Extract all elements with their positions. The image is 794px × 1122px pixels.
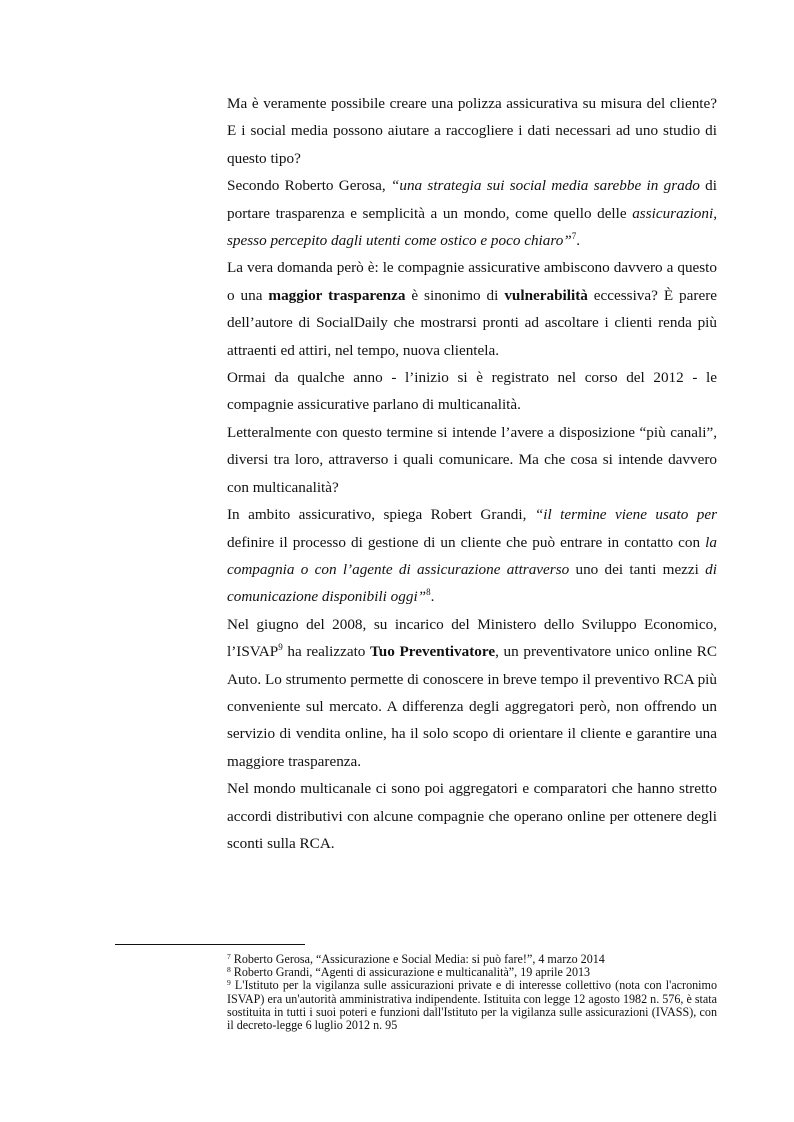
text-run: In ambito assicurativo, spiega Robert Grandi,	[227, 506, 535, 524]
text-run: .	[430, 588, 435, 606]
footnote-ref: 7	[571, 231, 577, 242]
footnotes	[227, 953, 717, 1032]
text-run: La vera domanda però è: le compagnie assicurative ambiscono davvero a questo o una	[227, 259, 717, 304]
paragraph	[227, 775, 717, 857]
paragraph	[227, 611, 717, 775]
paragraph	[227, 419, 717, 501]
paragraph	[227, 364, 717, 419]
text-run: di portare trasparenza e semplicità a un mondo, come quello delle	[227, 177, 717, 222]
footnote	[227, 979, 717, 1032]
text-run: Roberto Gerosa, “Assicurazione e Social Media: si può fare!”, 4 marzo 2014	[230, 952, 605, 966]
paragraph	[227, 501, 717, 611]
text-run: eccessiva? È parere dell’autore di SocialDaily che mostrarsi pronti ad ascoltare i clienti renda più attraenti ed attiri, nel tempo, nuova clientela.	[227, 286, 717, 359]
text-run: Roberto Grandi, “Agenti di assicurazione e multicanalità”, 19 aprile 2013	[230, 965, 591, 980]
bold-text: vulnerabilità	[504, 286, 588, 304]
footnote-ref: 9	[278, 642, 283, 653]
italic-quote: assicurazioni, spesso percepito dagli utenti come ostico e poco chiaro”	[227, 204, 717, 250]
text-run: ha realizzato	[282, 643, 371, 661]
footnote-ref: 8	[227, 965, 231, 975]
text-run: uno dei tanti mezzi	[569, 560, 706, 578]
text-run: Secondo Roberto Gerosa,	[227, 177, 391, 195]
text-run: , un preventivatore unico online RC Auto. Lo strumento permette di conoscere in breve tempo il preventivo RCA più conveniente sul mercato. A differenza degli aggregatori però, non offrendo un servizio di vendita online, ha il solo scopo di orientare il cliente e garantire una maggiore trasparenza.	[227, 643, 718, 770]
paragraph	[227, 90, 717, 172]
text-run: .	[576, 232, 581, 250]
text-run: Nel giugno del 2008, su incarico del Ministero dello Sviluppo Economico, l’ISVAP	[227, 615, 717, 661]
text-run: L'Istituto per la vigilanza sulle assicurazioni private e di interesse collettivo (nota con l'acronimo ISVAP) era un'autorità amministrativa indipendente. Istituita con legge 12 agosto 1982 n. 576, è stata sostituita in tutti i suoi poteri e funzioni dall'Istituto per la vigilanza sulle assicurazioni (IVASS), con il decreto-legge 6 luglio 2012 n. 95	[227, 978, 717, 1033]
italic-quote: “una strategia sui social media sarebbe in grado	[390, 177, 700, 195]
paragraph	[227, 254, 717, 364]
bold-text: maggior trasparenza	[268, 286, 406, 304]
bold-text: Tuo Preventivatore	[370, 643, 496, 661]
footnote-ref: 8	[426, 587, 431, 598]
text-run: Nel mondo multicanale ci sono poi aggregatori e comparatori che hanno stretto accordi distributivi con alcune compagnie che operano online per ottenere degli sconti sulla RCA.	[227, 780, 717, 852]
text-run: Letteralmente con questo termine si intende l’avere a disposizione “più canali”, diversi tra loro, attraverso i quali comunicare. Ma che cosa si intende davvero con multicanalità?	[227, 423, 717, 496]
text-run: Ma è veramente possibile creare una polizza assicurativa su misura del cliente? E i social media possono aiutare a raccogliere i dati necessari ad uno studio di questo tipo?	[227, 95, 717, 167]
footnote-ref: 7	[227, 952, 231, 961]
text-run: è sinonimo di	[405, 286, 505, 304]
body-text	[227, 90, 717, 857]
text-run: Ormai da qualche anno - l’inizio si è registrato nel corso del 2012 - le compagnie assicurative parlano di multicanalità.	[227, 369, 717, 414]
footnote-ref: 9	[227, 978, 231, 988]
footnote-separator	[115, 944, 305, 945]
paragraph	[227, 172, 717, 254]
italic-quote: di comunicazione disponibili oggi”	[227, 560, 717, 606]
italic-quote: la compagnia o con l’agente di assicurazione attraverso	[227, 533, 717, 578]
text-run: definire il processo di gestione di un cliente che può entrare in contatto con	[227, 533, 706, 551]
italic-quote: “il termine viene usato per	[534, 506, 717, 524]
